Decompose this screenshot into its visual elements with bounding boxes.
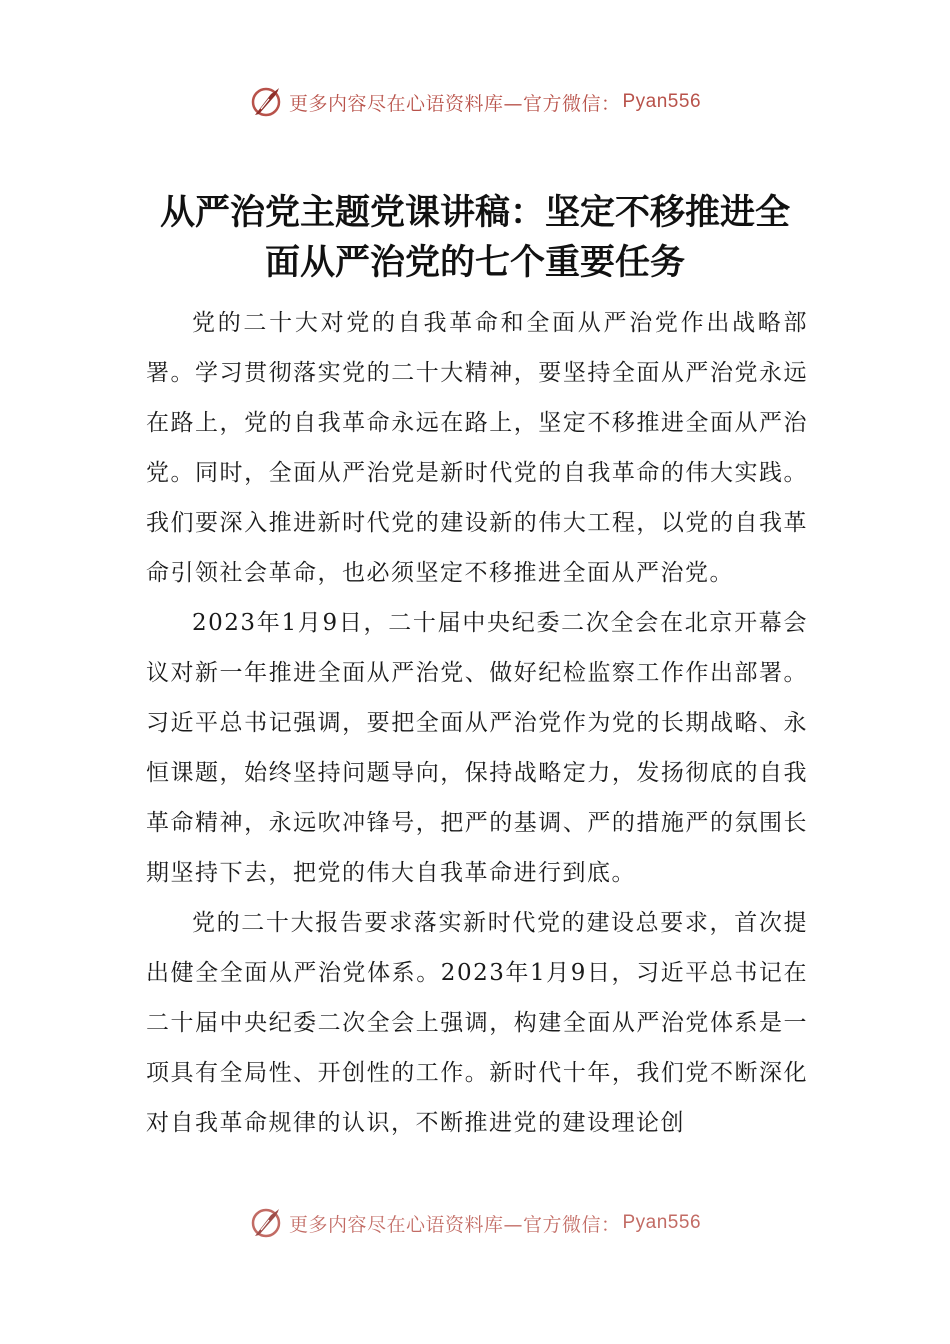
document-body bbox=[146, 298, 808, 1148]
title-line-2: 面从严治党的七个重要任务 bbox=[264, 242, 685, 283]
title-line-1: 从严治党主题党课讲稿：坚定不移推进全 bbox=[159, 192, 790, 233]
quill-logo-icon bbox=[249, 1206, 283, 1240]
watermark-text: 更多内容尽在心语资料库—官方微信： bbox=[288, 92, 621, 115]
wechat-id: Pyan556 bbox=[622, 91, 702, 112]
wechat-id: Pyan556 bbox=[622, 1212, 702, 1233]
paragraph-3: 党的二十大报告要求落实新时代党的建设总要求，首次提出健全全面从严治党体系。2023年1月9日，习近平总书记在二十届中央纪委二次全会上强调，构建全面从严治党体系是一项具有全局性、开创性的工作。新时代十年，我们党不断深化对自我革命规律的认识，不断推进党的建设理论创 bbox=[146, 910, 808, 1136]
header-watermark bbox=[0, 82, 950, 122]
paragraph-2: 2023年1月9日，二十届中央纪委二次全会在北京开幕会议对新一年推进全面从严治党、做好纪检监察工作作出部署。习近平总书记强调，要把全面从严治党作为党的长期战略、永恒课题，始终坚持问题导向，保持战略定力，发扬彻底的自我革命精神，永远吹冲锋号，把严的基调、严的措施严的氛围长期坚持下去，把党的伟大自我革命进行到底。 bbox=[146, 610, 808, 886]
footer-watermark bbox=[0, 1203, 950, 1243]
quill-logo-icon bbox=[249, 85, 283, 119]
watermark-text: 更多内容尽在心语资料库—官方微信： bbox=[288, 1213, 621, 1236]
paragraph-1: 党的二十大对党的自我革命和全面从严治党作出战略部署。学习贯彻落实党的二十大精神，要坚持全面从严治党永远在路上，党的自我革命永远在路上，坚定不移推进全面从严治党。同时，全面从严治党是新时代党的自我革命的伟大实践。我们要深入推进新时代党的建设新的伟大工程，以党的自我革命引领社会革命，也必须坚定不移推进全面从严治党。 bbox=[146, 310, 808, 586]
document-title bbox=[120, 188, 830, 288]
